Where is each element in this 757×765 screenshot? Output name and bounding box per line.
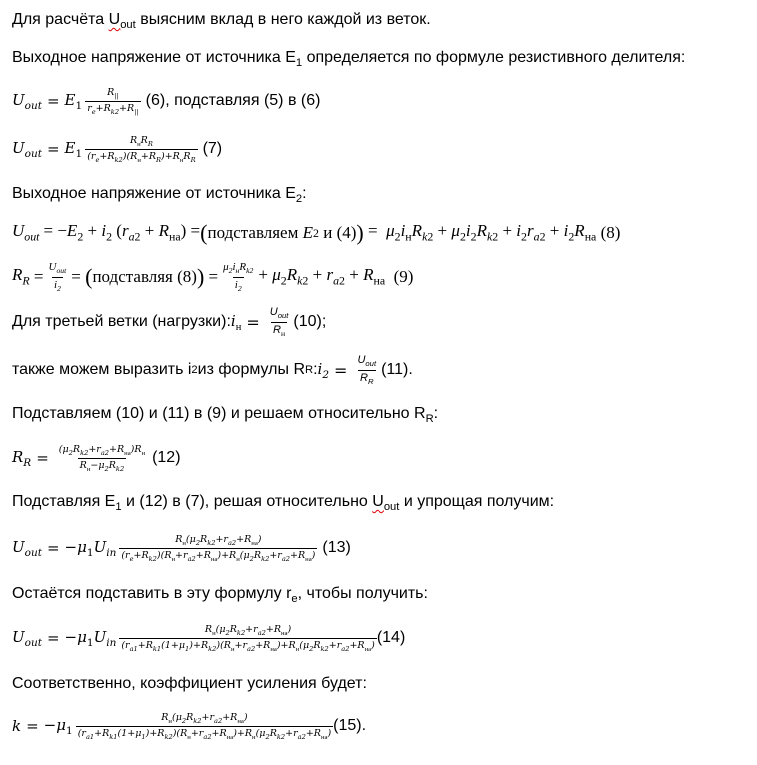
- spellcheck-word: $U_{out}$: [108, 11, 136, 32]
- text-line-source-e2: Выходное напряжение от источника $E_2$:: [12, 185, 307, 206]
- text-line-express-i2: также можем выразить i 2 из формулы R R : $i_2$ = $\frac{U_{out}}{R_R}$ (11).: [12, 354, 413, 386]
- text-line-substitute-re: Остаётся подставить в эту формулу $r_e$, чтобы получить:: [12, 585, 428, 606]
- equation-9: $R_R$ = $\frac{U_{out}}{i_2}$ = ( подставляя (8) ) = $\frac{\mu_2i_нR_{k2}}{i_2}$ + $\mu_2R_{k2} + r_{a2} + R_{на}$ (9): [12, 261, 414, 293]
- text-line-load-branch: Для третьей ветки (нагрузки): $i_н$ = $\frac{U_{out}}{R_н}$ (10);: [12, 306, 327, 338]
- equation-8: $U_{out}$ = $-E_2 + i_2$ $(r_{a2} + R_{на})$ = ( подставляем E 2 и (4) ) = $\mu_2i_нR_{k2} + \mu_2i_2R_{k2} + i_2r_{a2} + i_2R_{на}$ (8): [12, 220, 621, 245]
- equation-15: k = $-\mu_1$ $\frac{R_н(\mu_2R_{k2}+r_{a2}+R_{на})}{(r_{a1}+R_{k1}(1+\mu_1)+R_{k2})(R_н+r_{a2}+R_{на})+R_н(\mu_2R_{k2}+r_{a2}+R_{на})}$ (15).: [12, 711, 367, 741]
- text-line-intro: Для расчёта $U_{out}$ выясним вклад в него каждой из веток.: [12, 11, 431, 32]
- fraction: $\frac{R_нR_R}{(r_e+R_{k2})(R_н+R_R)+R_нR_R}$: [87, 134, 196, 164]
- equation-14: $U_{out}$ = $-\mu_1U_{in}$ $\frac{R_н(\mu_2R_{k2}+r_{a2}+R_{на})}{(r_{a1}+R_{k1}(1+\mu_1)+R_{k2})(R_н+r_{a2}+R_{на})+R_н(\mu_2R_{k2}+r_{a2}+R_{на})}$ (14): [12, 623, 406, 653]
- equation-13: $U_{out}$ = $-\mu_1U_{in}$ $\frac{R_н(\mu_2R_{k2}+r_{a2}+R_{на})}{(r_e+R_{k2})(R_н+r_{a2}+R_{на})+R_н(\mu_2R_{k2}+r_{a2}+R_{на})}$ (13): [12, 533, 351, 563]
- equation-6: $U_{out}$ = $E_1$ $\frac{R_{||}}{r_e+R_{k2}+R_{||}}$ (6), подставляя (5) в (6): [12, 86, 321, 116]
- equation-12: $R_R$ = $\frac{(\mu_2R_{k2}+r_{a2}+R_{на})R_н}{R_н-\mu_2R_{k2}}$ (12): [12, 443, 181, 473]
- text-line-gain: Соответственно, коэффициент усиления будет:: [12, 675, 367, 692]
- equation-7: $U_{out}$ = $E_1$ $\frac{R_нR_R}{(r_e+R_{k2})(R_н+R_R)+R_нR_R}$ (7): [12, 134, 223, 164]
- fraction: $\frac{R_{||}}{r_e+R_{k2}+R_{||}}$: [87, 86, 139, 116]
- text-line-substitute-e1: Подставляя $E_1$ и (12) в (7), решая относительно $U_{out}$ и упрощая получим:: [12, 493, 555, 514]
- text-line-substitute-rr: Подставляем (10) и (11) в (9) и решаем относительно $R_R$:: [12, 405, 439, 426]
- text-line-source-e1: Выходное напряжение от источника $E_1$ определяется по формуле резистивного делителя:: [12, 49, 686, 70]
- spellcheck-word: $U_{out}$: [372, 493, 400, 514]
